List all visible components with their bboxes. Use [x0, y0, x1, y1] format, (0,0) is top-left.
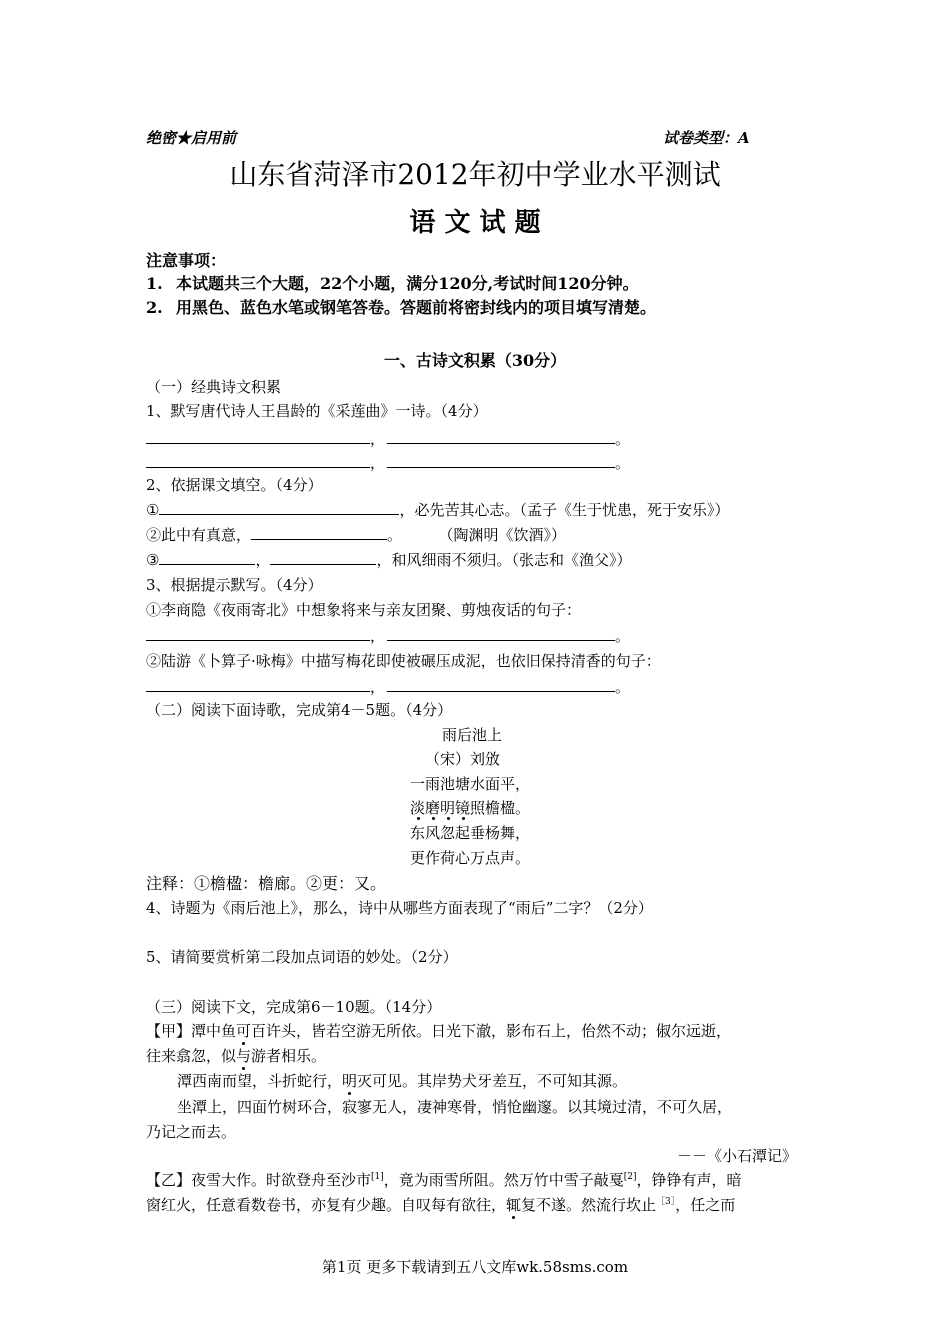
- answer-blank[interactable]: [270, 550, 376, 565]
- jia-paragraph-line: [177, 1071, 627, 1091]
- jia-paragraph-line: [146, 1021, 731, 1041]
- page-title: 山东省菏泽市2012年初中学业水平测试: [229, 158, 721, 191]
- answer-blank[interactable]: [146, 626, 370, 641]
- answer-line: [146, 429, 630, 449]
- footnote-ref: [2]: [623, 1172, 637, 1182]
- text-run: 【乙】夜雪大作。时欲登舟至沙市: [146, 1171, 372, 1189]
- circle-num: ③: [146, 551, 160, 569]
- answer-line: [146, 626, 630, 646]
- text-run: ，任之而: [675, 1196, 736, 1214]
- text-run: 潭西南而望，斗折蛇行，: [177, 1072, 343, 1090]
- fill-tail: ，和风细雨不须归。（张志和《渔父》）: [376, 551, 632, 569]
- emphasis-dot: [462, 817, 465, 820]
- question-3-1: ①李商隐《夜雨寄北》中想象将来与亲友团聚、剪烛夜话的句子：: [146, 601, 582, 619]
- fill-tail: 。: [387, 526, 403, 544]
- text-run: 往来翕忽，似: [146, 1047, 237, 1065]
- period: 。: [615, 430, 631, 448]
- fill-prefix: ②此中有真意，: [146, 526, 252, 544]
- emphasis-dot: [447, 817, 450, 820]
- jia-paragraph-line: [146, 1046, 326, 1066]
- text-run: 灭可见。其岸势犬牙差互，不可知其源。: [357, 1072, 628, 1090]
- poem-line: 东风忽起垂杨舞，: [410, 824, 531, 842]
- jia-source: －－《小石潭记》: [677, 1147, 798, 1165]
- poem-line: [410, 798, 530, 818]
- question-2: 2、依据课文填空。（4分）: [146, 476, 323, 494]
- notice-item-num: 1.: [146, 274, 163, 293]
- part-heading-1: （一）经典诗文积累: [146, 378, 282, 396]
- notice-item: [146, 298, 656, 318]
- yi-paragraph-line: [146, 1195, 735, 1215]
- dotted-char: 辄: [506, 1196, 522, 1214]
- question-5: 5、请简要赏析第二段加点词语的妙处。（2分）: [146, 948, 458, 966]
- fill-line-3: [146, 550, 631, 570]
- dotted-word: 淡磨明镜: [410, 799, 471, 817]
- comma: ，: [370, 430, 386, 448]
- question-3-2: ②陆游《卜算子·咏梅》中描写梅花即使被碾压成泥，也依旧保持清香的句子：: [146, 652, 661, 670]
- answer-blank[interactable]: [146, 453, 370, 468]
- paper-type-label: 试卷类型：A: [663, 129, 750, 147]
- poem-title: 雨后池上: [442, 726, 503, 744]
- emphasis-dot: [432, 817, 435, 820]
- footnote-ref: ［3］: [656, 1197, 676, 1207]
- answer-blank[interactable]: [387, 453, 615, 468]
- text-run: ，竟为雨雪所阻。然万竹中雪子敲戛: [383, 1171, 624, 1189]
- answer-line: [146, 677, 630, 697]
- period: 。: [615, 627, 631, 645]
- answer-blank[interactable]: [146, 677, 370, 692]
- jia-paragraph-line: 乃记之而去。: [146, 1123, 237, 1141]
- footnote-ref: [1]: [371, 1172, 384, 1182]
- fill-line-2: [146, 525, 566, 545]
- answer-line: [146, 453, 630, 473]
- section-heading: 一、古诗文积累（30分）: [383, 351, 567, 370]
- poem-line-rest: 照檐楹。: [470, 799, 531, 817]
- part-heading-2: （二）阅读下面诗歌，完成第4－5题。（4分）: [146, 701, 453, 719]
- answer-blank[interactable]: [146, 429, 370, 444]
- notice-item: [146, 274, 639, 294]
- dotted-char: 明: [342, 1072, 358, 1090]
- secret-label: 绝密★启用前: [146, 129, 237, 147]
- annotation-note: 注释：①檐楹：檐廊。②更：又。: [146, 874, 387, 893]
- yi-paragraph-line: [146, 1170, 742, 1190]
- answer-blank[interactable]: [159, 550, 255, 565]
- question-4: 4、诗题为《雨后池上》，那么，诗中从哪些方面表现了“雨后”二字？（2分）: [146, 899, 653, 917]
- period: 。: [615, 454, 631, 472]
- text-run: 窗红火，任意看数卷书，亦复有少趣。自叹每有欲往，: [146, 1196, 507, 1214]
- circle-num: ①: [146, 501, 160, 519]
- fill-tail: ，必先苦其心志。（孟子《生于忧患，死于安乐》）: [399, 501, 730, 519]
- answer-blank[interactable]: [159, 500, 399, 515]
- poem-line: 一雨池塘水面平，: [410, 775, 531, 793]
- page-footer: 第1页 更多下载请到五八文库wk.58sms.com: [321, 1258, 629, 1276]
- question-3: 3、根据提示默写。（4分）: [146, 576, 323, 594]
- emphasis-dot: [417, 817, 420, 820]
- answer-blank[interactable]: [387, 429, 615, 444]
- notice-heading: 注意事项：: [146, 251, 227, 270]
- text-run: ，铮铮有声，暗: [636, 1171, 742, 1189]
- question-1: 1、默写唐代诗人王昌龄的《采莲曲》一诗。（4分）: [146, 402, 488, 420]
- period: 。: [615, 678, 631, 696]
- text-run: 复不遂。然流行坎止: [521, 1196, 657, 1214]
- notice-item-num: 2.: [146, 298, 163, 317]
- comma: ，: [370, 678, 386, 696]
- answer-blank[interactable]: [251, 525, 387, 540]
- notice-item-text: 用黑色、蓝色水笔或钢笔答卷。答题前将密封线内的项目填写清楚。: [176, 298, 657, 317]
- text-run: 【甲】潭中鱼: [146, 1022, 237, 1040]
- dotted-char: 与: [236, 1047, 252, 1065]
- fill-source: （陶渊明《饮酒》）: [446, 526, 567, 544]
- comma: ，: [370, 627, 386, 645]
- answer-blank[interactable]: [387, 626, 615, 641]
- part-heading-3: （三）阅读下文，完成第6－10题。（14分）: [146, 998, 442, 1016]
- answer-blank[interactable]: [387, 677, 615, 692]
- jia-paragraph-line: 坐潭上，四面竹树环合，寂寥无人，凄神寒骨，悄怆幽邃。以其境过清，不可久居，: [177, 1098, 733, 1116]
- comma: ，: [370, 454, 386, 472]
- subject-title: 语 文 试 题: [409, 208, 541, 238]
- text-run: 游者相乐。: [251, 1047, 327, 1065]
- notice-item-text: 本试题共三个大题，22个小题，满分120分,考试时间120分钟。: [176, 274, 639, 293]
- comma: ，: [255, 551, 271, 569]
- fill-line-1: [146, 500, 729, 520]
- text-run: 百许头，皆若空游无所依。日光下澈，影布石上，佁然不动；俶尔远逝，: [251, 1022, 732, 1040]
- poem-line: 更作荷心万点声。: [410, 849, 531, 867]
- poem-author: （宋）刘攽: [425, 750, 501, 768]
- dotted-char: 可: [236, 1022, 252, 1040]
